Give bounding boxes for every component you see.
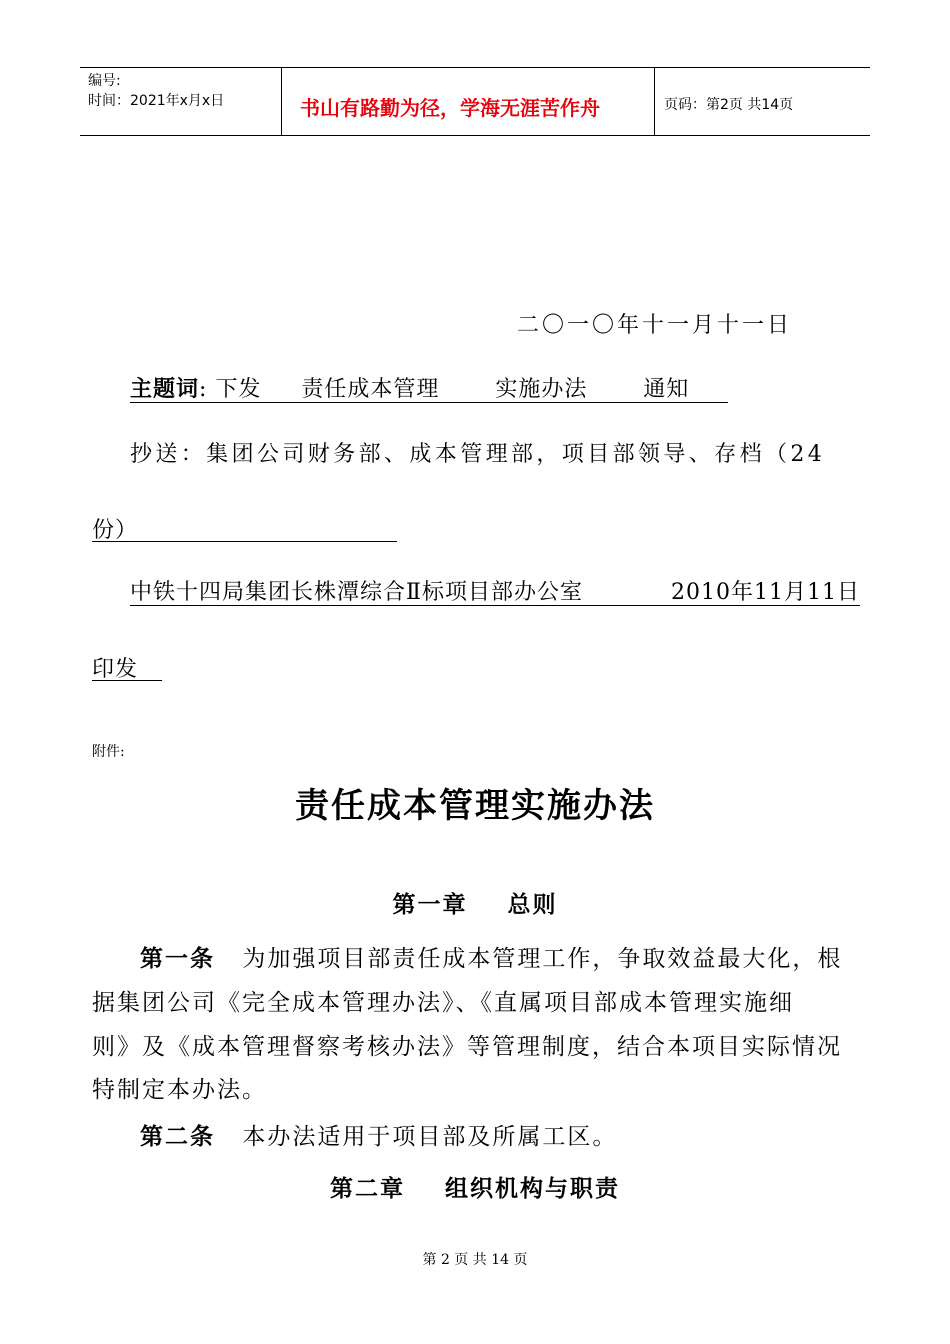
issuer-office: 中铁十四局集团长株潭综合Ⅱ标项目部办公室	[130, 580, 583, 605]
issuer-line-1	[130, 575, 860, 606]
header-page-label: 页码：第2页 共14页	[664, 97, 794, 113]
article-1-line-3: 则》及《成本管理督察考核办法》等管理制度，结合本项目实际情况	[92, 1034, 842, 1060]
header-number-label: 编号:	[88, 73, 121, 89]
article-1-first-line	[140, 940, 842, 973]
keywords-line	[130, 372, 728, 403]
article-1-line-4: 特制定本办法。	[92, 1077, 267, 1103]
article-2-text: 本办法适用于项目部及所属工区。	[242, 1124, 618, 1150]
attachment-label: 附件:	[92, 744, 125, 760]
header-divider-right	[654, 68, 655, 135]
document-title: 责任成本管理实施办法	[295, 786, 655, 826]
header-bottom-rule	[80, 135, 870, 136]
header-time-label: 时间：2021年x月x日	[88, 93, 225, 109]
article-2	[140, 1118, 617, 1151]
article-1-label: 第一条	[140, 945, 215, 972]
page-footer: 第 2 页 共 14 页	[422, 1252, 528, 1268]
notice-date: 二〇一〇年十一月十一日	[517, 313, 793, 338]
issuer-line-2-text: 印发	[92, 657, 139, 682]
chapter-1-heading: 第一章 总则	[392, 891, 558, 918]
cc-line-2-text: 份）	[92, 518, 139, 543]
header-top-rule	[80, 67, 870, 68]
issuer-date: 2010年11月11日	[671, 580, 860, 605]
header-motto: 书山有路勤为径，学海无涯苦作舟	[300, 96, 600, 120]
chapter-2-heading: 第二章 组织机构与职责	[329, 1175, 621, 1202]
article-1-line-1: 为加强项目部责任成本管理工作，争取效益最大化，根	[242, 946, 843, 972]
keywords-label: 主题词	[130, 377, 200, 402]
issuer-line-2	[92, 652, 162, 681]
header-divider-left	[281, 68, 282, 135]
keywords-text: 下发 责任成本管理 实施办法 通知	[215, 377, 690, 402]
article-2-label: 第二条	[140, 1123, 215, 1150]
article-1-line-2: 据集团公司《完全成本管理办法》、《直属项目部成本管理实施细	[92, 990, 794, 1016]
cc-line-2	[92, 513, 397, 542]
cc-line-1: 抄送：集团公司财务部、成本管理部，项目部领导、存档（24	[130, 442, 826, 467]
keywords-colon: :	[199, 377, 208, 402]
